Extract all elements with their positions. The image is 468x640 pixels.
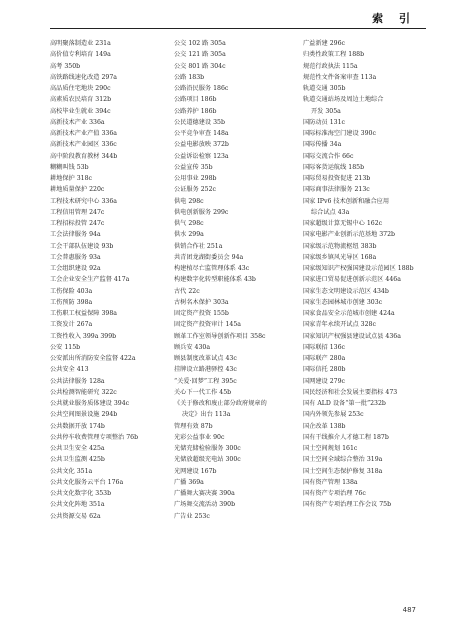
index-entry: 公共安全 413 xyxy=(50,366,89,374)
index-entry: 高中阶段教育教材 344b xyxy=(50,152,118,160)
index-entry: 国家级知识产权强国建设示范园区 188b xyxy=(303,265,414,272)
index-entry: 供气 298c xyxy=(174,220,204,227)
index-column-1 xyxy=(50,38,174,522)
index-entry: 国际客货运航线 185b xyxy=(303,163,365,171)
index-entry: 国家青年永续开试点 328c xyxy=(303,321,376,329)
index-entry: 挂牌设立路港驿控 43c xyxy=(174,366,237,374)
index-entry: 国有资产专项治理 76c xyxy=(303,490,366,497)
index-entry: 公共资源交易 62a xyxy=(50,512,101,520)
index-entry: 开发 305a xyxy=(311,107,341,115)
index-entry: 国防动员 131c xyxy=(303,118,345,126)
index-entry: 公共卫生监测 425b xyxy=(50,456,105,464)
header-divider xyxy=(50,28,426,29)
index-entry: 公交 102 路 305a xyxy=(174,40,226,47)
index-entry: 公共卫生安全 425a xyxy=(50,445,105,452)
index-entry: 国土空间生态保护修复 318a xyxy=(303,467,383,475)
index-entry: 公平竞争审查 148a xyxy=(174,130,229,137)
index-entry: 国际交流合作 66c xyxy=(303,152,354,160)
index-entry: 公民道德建设 35b xyxy=(174,118,225,126)
index-entry: 高价值专利培育 149a xyxy=(50,51,111,59)
index-entry: 国有 ALD 设备“第一批”232b xyxy=(303,400,386,407)
index-entry: 高新技术产业 336a xyxy=(50,118,105,126)
index-entry: 公共检测智能研究 322c xyxy=(50,388,117,396)
index-entry: 工会干部队伍建设 93b xyxy=(50,242,114,250)
index-entry: 工会组织建设 92a xyxy=(50,265,101,272)
index-entry: 光储充储检验服务 300c xyxy=(174,445,241,452)
page-number: 487 xyxy=(402,606,416,614)
index-entry: 公共就业服务质体建设 394c xyxy=(50,400,130,407)
index-entry: 供销合作社 251a xyxy=(174,242,223,250)
index-entry: 公路 183b xyxy=(174,73,205,81)
index-entry: 工程技术研究中心 336a xyxy=(50,197,117,205)
index-entry: 国有干线推介人才德工程 187b xyxy=(303,433,389,441)
index-entry: 国家食品安全示范城市创建 424a xyxy=(303,310,395,317)
index-entry: “关爱·回梦”工程 395c xyxy=(174,377,237,385)
index-entry: 高铁路线速化改造 297a xyxy=(50,73,117,81)
index-entry: 顾县制度改革试点 43c xyxy=(174,355,237,362)
index-entry: 公共停车收费管理专项整治 76b xyxy=(50,433,139,441)
index-entry: 国家电影产业创新示范基地 372b xyxy=(303,231,395,239)
index-entry: 国际标准海空门建设 390c xyxy=(303,130,376,137)
index-entry: 《关于修改和废止部分政府规章的 xyxy=(174,400,267,407)
index-entry: 公共文化数字化 353b xyxy=(50,490,112,497)
index-entry: 国家超级计算无锡中心 162c xyxy=(303,220,383,227)
index-entry: 公路沿民服务 186c xyxy=(174,85,229,92)
index-entry: 顾革工作室领导创新作项目 358c xyxy=(174,332,266,340)
index-entry: 国民经济和社会发展主要指标 473 xyxy=(303,388,398,396)
index-entry: 决定》出台 113a xyxy=(182,411,231,419)
index-entry: 广益新建 296c xyxy=(303,40,345,47)
index-entry: 工会普惠服务 93a xyxy=(50,253,101,261)
index-entry: 国际传播 34a xyxy=(303,141,342,149)
index-entry: 公交 801 路 304c xyxy=(174,62,226,70)
index-entry: 供电创新服务 299c xyxy=(174,208,229,216)
index-entry: 国内外领先参展 253c xyxy=(303,411,364,419)
index-entry: 国家进口贸易促进创新示范区 446a xyxy=(303,276,401,284)
index-columns xyxy=(50,38,430,618)
index-entry: 耕地保护 318c xyxy=(50,175,92,182)
index-entry: 综合试点 43a xyxy=(311,208,350,216)
index-entry: 固定资产投资审计 145a xyxy=(174,321,241,329)
index-entry: 公共数据开放 174b xyxy=(50,422,105,430)
index-entry: 工资发计 267a xyxy=(50,321,93,329)
index-entry: 光储放超级充电站 300c xyxy=(174,456,241,464)
index-entry: 公共空间图景设施 294b xyxy=(50,411,118,419)
index-entry: 国际联招 136c xyxy=(303,343,345,351)
index-entry: 工伤职工权益保障 398a xyxy=(50,310,117,317)
index-column-3 xyxy=(303,38,427,511)
index-entry: 工程招标投管 247c xyxy=(50,220,105,227)
index-entry: 广告业 253c xyxy=(174,512,210,520)
index-entry: 工资性收入 399a 399b xyxy=(50,332,117,340)
index-entry: 国际联产 280a xyxy=(303,355,346,362)
index-entry: 公安 115b xyxy=(50,343,81,351)
index-entry: 工会法律服务 94a xyxy=(50,231,101,239)
index-entry: 高明聚落制造业 231a xyxy=(50,40,111,47)
index-entry: 国家级乡镇风光导区 168a xyxy=(303,253,377,261)
index-entry: 国有资产专项治理工作会议 75b xyxy=(303,501,392,509)
index-entry: 国家生态园林城市创建 303c xyxy=(303,298,383,306)
index-entry: 广播 369a xyxy=(174,478,204,486)
index-entry: 顾兵安 430a xyxy=(174,343,211,351)
index-entry: 公安派出所消防安全监督 422a xyxy=(50,355,136,362)
index-entry: 供电 298c xyxy=(174,197,204,205)
index-entry: 国际商事法律服务 213c xyxy=(303,186,370,194)
index-entry: 公益宣传 35b xyxy=(174,163,213,171)
index-entry: 高素质农民培育 312b xyxy=(50,96,112,104)
index-entry: 高考 350b xyxy=(50,62,81,70)
index-entry: 国有资产管理 138a xyxy=(303,478,358,486)
index-entry: 耕地质量保护 220c xyxy=(50,186,105,194)
index-entry: 国家级示范物流枢纽 383b xyxy=(303,242,377,250)
index-entry: 公共文化服务云平台 176a xyxy=(50,478,124,486)
index-entry: 规范行政执法 115a xyxy=(303,62,358,70)
index-entry: 国家 IPv6 技术创新和融合应用 xyxy=(303,197,390,205)
index-entry: 国网建设 279c xyxy=(303,377,345,385)
index-entry: 糊糊叫钱 53b xyxy=(50,163,89,171)
index-entry: 工程信用管理 247c xyxy=(50,208,105,216)
index-entry: 管理有效 87b xyxy=(174,422,213,430)
index-entry: 高品质住宅地块 290c xyxy=(50,85,111,92)
index-entry: 公路项目 186b xyxy=(174,96,217,104)
index-title: 索 引 xyxy=(372,12,416,25)
index-entry: 共青团龙湖街委员会 94a xyxy=(174,253,244,261)
page-header xyxy=(0,0,468,30)
index-entry: 供水 299a xyxy=(174,231,204,239)
index-entry: 国土空间规划 161c xyxy=(303,445,358,452)
index-entry: 关心下一代工作 45b xyxy=(174,388,232,396)
index-entry: 轨道交通站场及周边土地综合 xyxy=(303,96,384,104)
index-entry: 光彩公益事业 90c xyxy=(174,433,225,441)
index-entry: 规范性文件备案审查 113a xyxy=(303,73,377,81)
index-entry: 公路养护 186b xyxy=(174,107,217,115)
index-entry: 公共文化 351a xyxy=(50,467,93,475)
index-entry: 古代 22c xyxy=(174,287,200,295)
index-entry: 国土空间全域综合整治 319a xyxy=(303,456,383,464)
index-entry: 国家生态文明建设示范区 434b xyxy=(303,287,389,295)
index-entry: 高新技术产业园区 336c xyxy=(50,141,117,149)
index-entry: 光网建设 167b xyxy=(174,467,217,475)
index-entry: 国企改革 138b xyxy=(303,422,346,430)
index-entry: 固定资产投资 155b xyxy=(174,310,229,317)
index-entry: 工伤保险 403a xyxy=(50,287,93,295)
index-entry: 高校毕业生就业 394c xyxy=(50,107,111,115)
index-entry: 构建数字化转型职能体系 43b xyxy=(174,276,256,284)
index-entry: 公共文化阵地 351a xyxy=(50,501,105,509)
index-entry: 广场舞交流活动 390b xyxy=(174,501,236,509)
index-entry: 国际信托 280b xyxy=(303,366,346,374)
index-entry: 轨道交通 305b xyxy=(303,85,346,92)
index-entry: 广播舞大赛决赛 390a xyxy=(174,490,235,497)
index-entry: 国际贸易投资促进 213b xyxy=(303,175,371,182)
index-column-2 xyxy=(174,38,298,522)
index-entry: 公共法律服务 128a xyxy=(50,377,105,385)
index-entry: 公益电影放映 372b xyxy=(174,141,229,149)
index-entry: 工伤预防 398a xyxy=(50,298,93,306)
index-entry: 公交 121 路 305a xyxy=(174,51,226,59)
index-entry: 公用事业 298b xyxy=(174,175,217,182)
index-entry: 古树名木保护 303a xyxy=(174,298,229,306)
index-entry: 工会企业安全生产监督 417a xyxy=(50,276,130,284)
index-entry: 归类性政策工程 188b xyxy=(303,51,365,59)
index-entry: 国家知识产权强县建设试点县 436a xyxy=(303,332,401,340)
index-entry: 公益诉讼检察 123a xyxy=(174,152,229,160)
index-entry: 构建植尽亡监管理体系 43c xyxy=(174,265,250,272)
index-entry: 高新技术产业产值 336a xyxy=(50,130,117,137)
index-entry: 公证服务 252c xyxy=(174,186,216,194)
